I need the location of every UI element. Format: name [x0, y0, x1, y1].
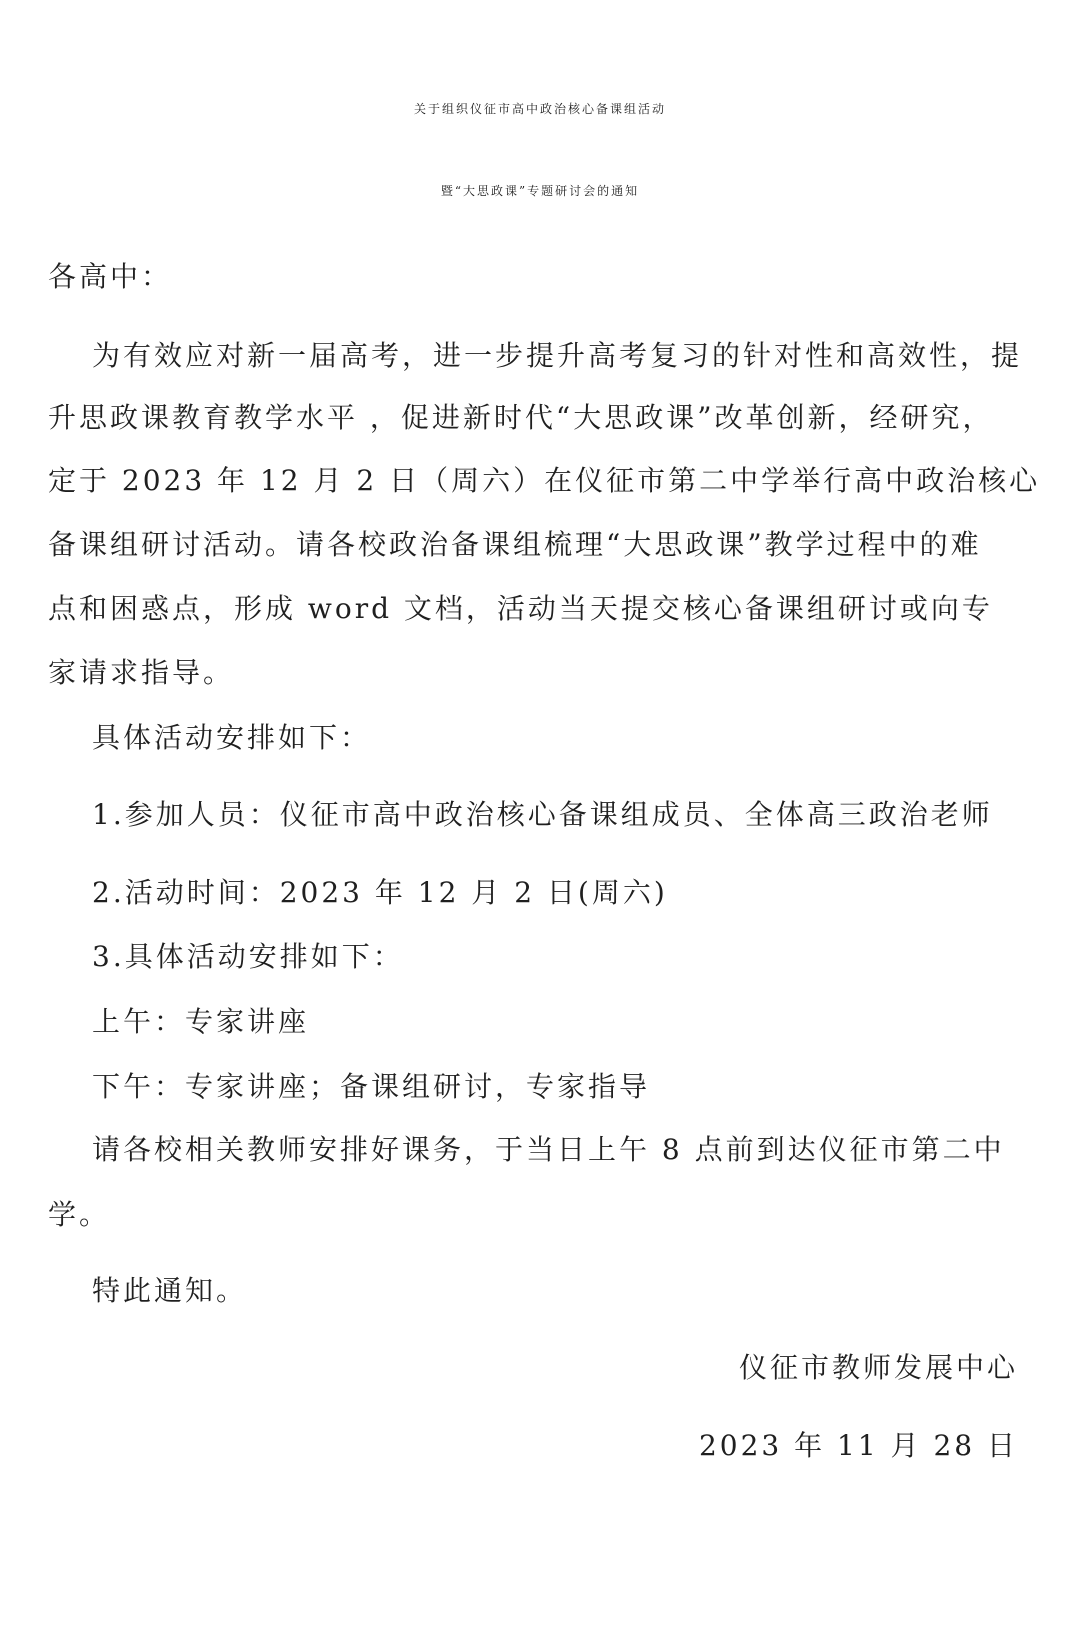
schedule-morning: 上午：专家讲座 [92, 1005, 310, 1038]
title-line-2: 暨“大思政课”专题研讨会的通知 [440, 184, 640, 198]
intro-line-3: 定于 2023 年 12 月 2 日（周六）在仪征市第二中学举行高中政治核心 [48, 464, 1041, 497]
salutation: 各高中： [48, 260, 173, 293]
item-schedule-heading: 3.具体活动安排如下： [92, 940, 404, 973]
title-line-1: 关于组织仪征市高中政治核心备课组活动 [413, 102, 666, 116]
arrangement-heading: 具体活动安排如下： [92, 721, 372, 754]
issue-date: 2023 年 11 月 28 日 [698, 1429, 1018, 1462]
intro-line-4: 备课组研讨活动。请各校政治备课组梳理“大思政课”教学过程中的难 [48, 528, 982, 561]
intro-line-2: 升思政课教育教学水平 ，促进新时代“大思政课”改革创新，经研究， [48, 401, 994, 434]
intro-line-5: 点和困惑点，形成 word 文档，活动当天提交核心备课组研讨或向专 [48, 592, 993, 625]
closing: 特此通知。 [92, 1274, 248, 1307]
schedule-afternoon: 下午：专家讲座；备课组研讨，专家指导 [92, 1070, 651, 1103]
intro-line-6: 家请求指导。 [48, 656, 235, 689]
intro-line-1: 为有效应对新一届高考，进一步提升高考复习的针对性和高效性，提 [92, 339, 1023, 372]
issuer: 仪征市教师发展中心 [738, 1351, 1018, 1384]
item-time: 2.活动时间：2023 年 12 月 2 日(周六) [92, 876, 668, 909]
request-line-2: 学。 [48, 1198, 111, 1231]
item-participants: 1.参加人员：仪征市高中政治核心备课组成员、全体高三政治老师 [92, 798, 993, 831]
request-line-1: 请各校相关教师安排好课务，于当日上午 8 点前到达仪征市第二中 [92, 1133, 1005, 1166]
